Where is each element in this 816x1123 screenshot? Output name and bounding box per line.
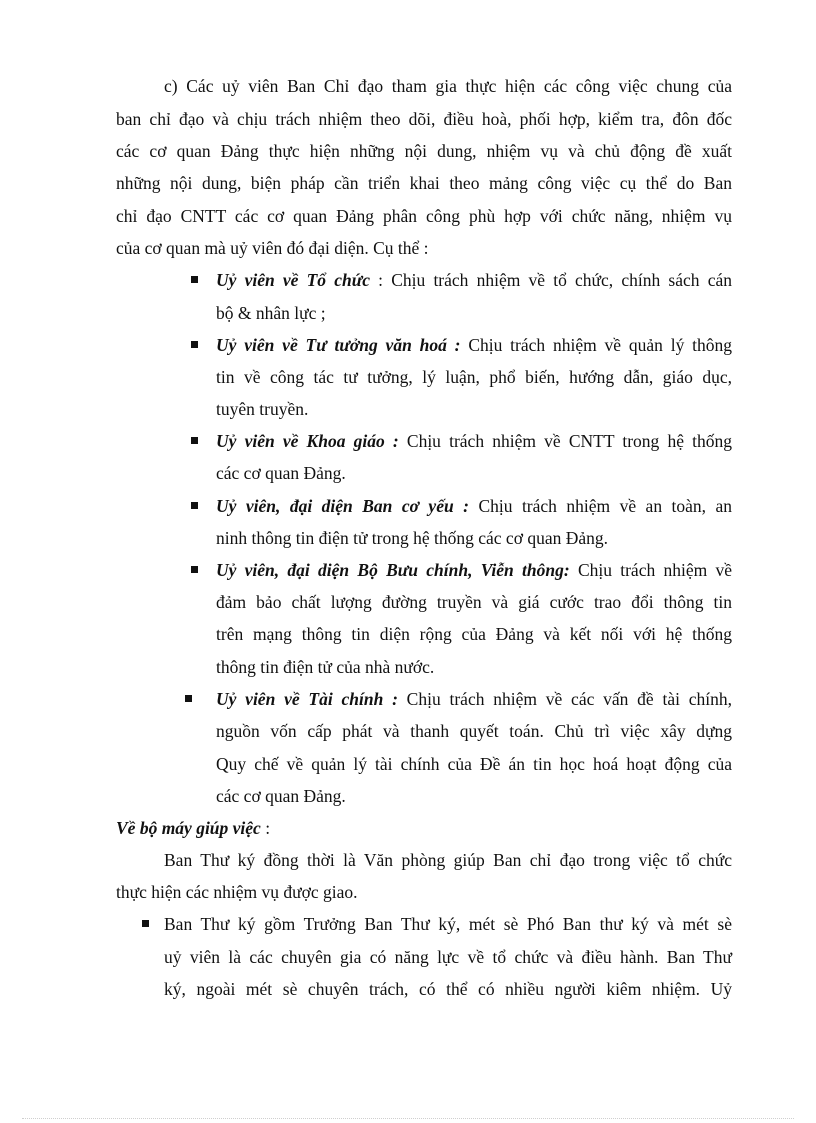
member-item-to-chuc	[216, 264, 732, 296]
member-text-line: đảm bảo chất lượng đường truyền và giá cước trao đổi thông tin	[216, 592, 732, 612]
secretariat-bullet-line-1: Ban Thư ký gồm Trưởng Ban Thư ký, mét sè Phó Ban thư ký và mét sè	[164, 914, 732, 934]
bullet-icon	[191, 566, 198, 573]
secretariat-para-line-1: Ban Thư ký đồng thời là Văn phòng giúp Ban chỉ đạo trong việc tổ chức	[164, 850, 732, 870]
member-text-line: tin về công tác tư tưởng, lý luận, phổ biến, hướng dẫn, giáo dục,	[216, 367, 732, 387]
member-title: Uỷ viên, đại diện Ban cơ yếu :	[216, 496, 469, 516]
member-text-line: các cơ quan Đảng.	[216, 786, 346, 806]
member-item-khoa-giao	[216, 425, 732, 457]
member-text-line: nguồn vốn cấp phát và thanh quyết toán. Chủ trì việc xây dựng	[216, 721, 732, 741]
bullet-icon	[191, 502, 198, 509]
member-title: Uỷ viên về Tư tưởng văn hoá :	[216, 335, 461, 355]
page-bottom-divider	[22, 1118, 794, 1119]
member-title: Uỷ viên về Tài chính :	[216, 689, 398, 709]
member-title: Uỷ viên về Tổ chức	[216, 270, 370, 290]
para-c-line-2: ban chỉ đạo và chịu trách nhiệm theo dõi, điều hoà, phối hợp, kiểm tra, đôn đốc	[116, 109, 732, 129]
bullet-icon	[185, 695, 192, 702]
member-item-buu-chinh	[216, 554, 732, 586]
secretariat-bullet-line-2: uỷ viên là các chuyên gia có năng lực về tổ chức và điều hành. Ban Thư	[164, 947, 732, 967]
bullet-icon	[142, 920, 149, 927]
member-text: Chịu trách nhiệm về các vấn đề tài chính,	[397, 689, 732, 709]
secretariat-bullet-line-3: ký, ngoài mét sè chuyên trách, có thể có nhiều người kiêm nhiệm. Uỷ	[164, 979, 732, 999]
member-item-co-yeu	[216, 490, 732, 522]
member-title: Uỷ viên, đại diện Bộ Bưu chính, Viễn thông:	[216, 560, 570, 580]
bullet-icon	[191, 341, 198, 348]
member-text: Chịu trách nhiệm về	[569, 560, 732, 580]
member-text: Chịu trách nhiệm về quản lý thông	[460, 335, 733, 355]
member-text-line: các cơ quan Đảng.	[216, 463, 346, 483]
member-title: Uỷ viên về Khoa giáo :	[216, 431, 399, 451]
member-text-line: ninh thông tin điện tử trong hệ thống các cơ quan Đảng.	[216, 528, 608, 548]
member-text-line: tuyên truyền.	[216, 399, 309, 419]
member-text-line: Quy chế về quản lý tài chính của Đề án tin học hoá hoạt động của	[216, 754, 732, 774]
para-c-line-1: c) Các uỷ viên Ban Chỉ đạo tham gia thực hiện các công việc chung của	[164, 76, 732, 96]
section-heading	[116, 812, 270, 844]
member-text-line: bộ & nhân lực ;	[216, 303, 326, 323]
bullet-icon	[191, 437, 198, 444]
member-text: Chịu trách nhiệm về an toàn, an	[469, 496, 733, 516]
member-text-line: trên mạng thông tin diện rộng của Đảng và kết nối với hệ thống	[216, 624, 732, 644]
section-heading-text: Về bộ máy giúp việc	[116, 818, 261, 838]
para-c-line-5: chỉ đạo CNTT các cơ quan Đảng phân công phù hợp với chức năng, nhiệm vụ	[116, 206, 732, 226]
member-item-tu-tuong	[216, 329, 732, 361]
para-c-line-3: các cơ quan Đảng thực hiện những nội dung, nhiệm vụ và chủ động đề xuất	[116, 141, 732, 161]
para-c-line-6: của cơ quan mà uỷ viên đó đại diện. Cụ thể :	[116, 238, 429, 258]
secretariat-para-line-2: thực hiện các nhiệm vụ được giao.	[116, 882, 358, 902]
member-text: : Chịu trách nhiệm về tổ chức, chính sách cán	[370, 270, 732, 290]
member-item-tai-chinh	[216, 683, 732, 715]
member-text: Chịu trách nhiệm về CNTT trong hệ thống	[398, 431, 732, 451]
section-heading-suffix: :	[260, 818, 271, 838]
para-c-line-4: những nội dung, biện pháp cần triển khai theo mảng công việc cụ thể do Ban	[116, 173, 732, 193]
member-text-line: thông tin điện tử của nhà nước.	[216, 657, 435, 677]
bullet-icon	[191, 276, 198, 283]
